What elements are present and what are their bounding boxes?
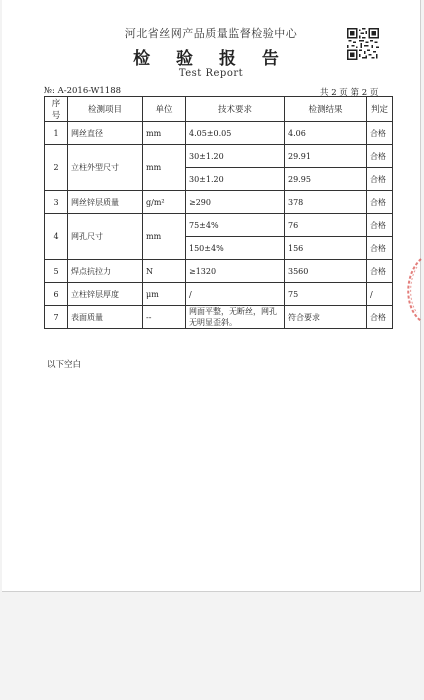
unit: g/m² bbox=[143, 191, 186, 214]
result: 3560 bbox=[285, 260, 367, 283]
header-cell: 检测结果 bbox=[285, 97, 367, 122]
result: 符合要求 bbox=[285, 306, 367, 329]
unit: mm bbox=[143, 145, 186, 191]
requirement: ≥1320 bbox=[186, 260, 285, 283]
row-number: 4 bbox=[45, 214, 68, 260]
result: 29.91 bbox=[285, 145, 367, 168]
result: 378 bbox=[285, 191, 367, 214]
row-number: 7 bbox=[45, 306, 68, 329]
requirement: 75±4% bbox=[186, 214, 285, 237]
table-header-row bbox=[45, 97, 393, 122]
table-row bbox=[45, 283, 393, 306]
blank-below-note: 以下空白 bbox=[47, 360, 82, 370]
requirement: / bbox=[186, 283, 285, 306]
test-item: 立柱锌层厚度 bbox=[68, 283, 143, 306]
requirement: 150±4% bbox=[186, 237, 285, 260]
row-number: 5 bbox=[45, 260, 68, 283]
test-item: 焊点抗拉力 bbox=[68, 260, 143, 283]
judgement: 合格 bbox=[367, 168, 393, 191]
result: 4.06 bbox=[285, 122, 367, 145]
table-row bbox=[45, 122, 393, 145]
judgement: 合格 bbox=[367, 145, 393, 168]
report-title: 检 验 报 告 bbox=[133, 49, 289, 69]
row-number: 3 bbox=[45, 191, 68, 214]
judgement: 合格 bbox=[367, 214, 393, 237]
requirement: 30±1.20 bbox=[186, 145, 285, 168]
unit: -- bbox=[143, 306, 186, 329]
unit: mm bbox=[143, 214, 186, 260]
header-cell: 判定 bbox=[367, 97, 393, 122]
requirement: 4.05±0.05 bbox=[186, 122, 285, 145]
result: 156 bbox=[285, 237, 367, 260]
judgement: 合格 bbox=[367, 191, 393, 214]
header-cell: 检测项目 bbox=[68, 97, 143, 122]
test-item: 网丝直径 bbox=[68, 122, 143, 145]
unit: N bbox=[143, 260, 186, 283]
row-number: 1 bbox=[45, 122, 68, 145]
header-cell: 技术要求 bbox=[186, 97, 285, 122]
report-page bbox=[2, 0, 421, 592]
unit: mm bbox=[143, 122, 186, 145]
judgement: 合格 bbox=[367, 260, 393, 283]
report-subtitle: Test Report bbox=[178, 68, 244, 79]
test-results-table bbox=[44, 96, 393, 329]
test-item: 网孔尺寸 bbox=[68, 214, 143, 260]
result: 76 bbox=[285, 214, 367, 237]
table-row bbox=[45, 260, 393, 283]
requirement: 30±1.20 bbox=[186, 168, 285, 191]
qr-code-icon bbox=[347, 28, 379, 60]
report-number: №: A-2016-W1188 bbox=[44, 86, 122, 96]
judgement: 合格 bbox=[367, 237, 393, 260]
judgement: 合格 bbox=[367, 306, 393, 329]
judgement: / bbox=[367, 283, 393, 306]
table-row bbox=[45, 191, 393, 214]
judgement: 合格 bbox=[367, 122, 393, 145]
row-number: 2 bbox=[45, 145, 68, 191]
requirement: ≥290 bbox=[186, 191, 285, 214]
test-item: 网丝锌层质量 bbox=[68, 191, 143, 214]
test-item: 表面质量 bbox=[68, 306, 143, 329]
table-row bbox=[45, 145, 393, 168]
result: 75 bbox=[285, 283, 367, 306]
seal-stamp-icon bbox=[397, 255, 423, 325]
unit: μm bbox=[143, 283, 186, 306]
page-info: 共 2 页 第 2 页 bbox=[320, 88, 379, 98]
table-row bbox=[45, 306, 393, 329]
table-row bbox=[45, 214, 393, 237]
requirement: 网面平整，无断丝，网孔无明显歪斜。 bbox=[186, 306, 285, 329]
header-cell: 序号 bbox=[45, 97, 68, 122]
test-item: 立柱外型尺寸 bbox=[68, 145, 143, 191]
row-number: 6 bbox=[45, 283, 68, 306]
organization-name: 河北省丝网产品质量监督检验中心 bbox=[124, 27, 298, 40]
result: 29.95 bbox=[285, 168, 367, 191]
header-cell: 单位 bbox=[143, 97, 186, 122]
